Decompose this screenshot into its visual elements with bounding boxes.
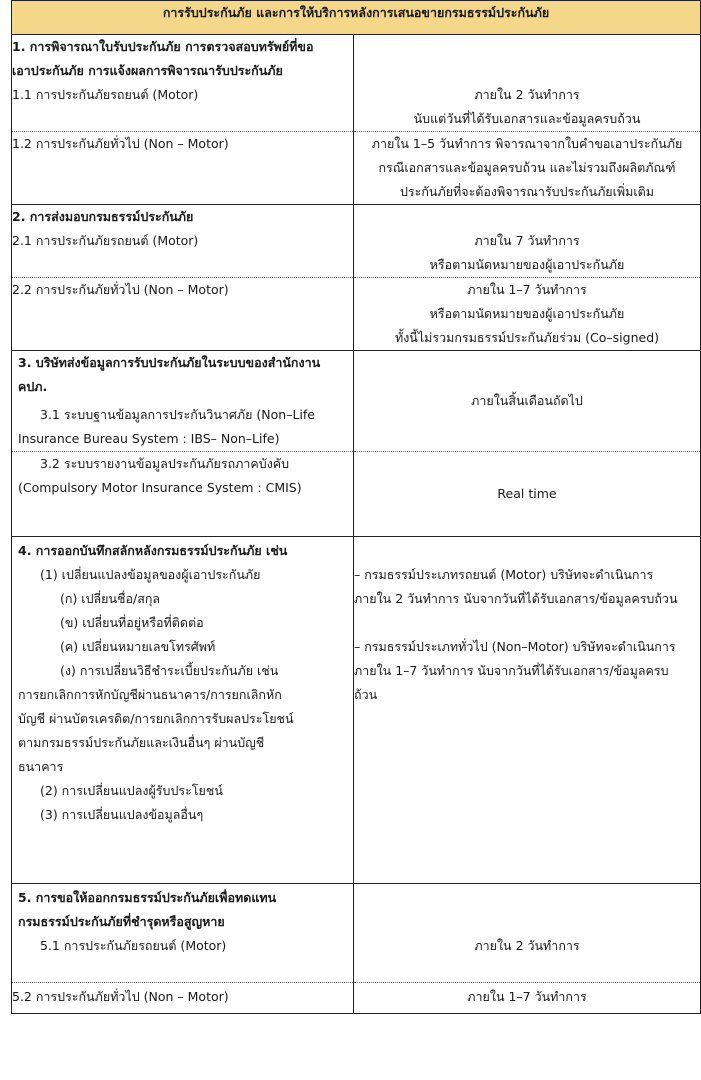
section-2-1-time-line-1: ภายใน 7 วันทำการ xyxy=(474,233,580,248)
section-2-2-time-line-3: ทั้งนี้ไม่รวมกรมธรรม์ประกันภัยร่วม (Co–signed) xyxy=(394,330,660,345)
section-2-heading: 2. การส่งมอบกรมธรรม์ประกันภัย xyxy=(12,205,354,230)
section-1-1-time-line-2: นับแต่วันที่ได้รับเอกสารและข้อมูลครบถ้วน xyxy=(413,111,641,126)
section-1-1-row xyxy=(12,83,701,132)
section-4-left xyxy=(12,537,354,884)
section-2-heading-row xyxy=(12,205,701,230)
section-4-motor-line-1: – กรมธรรม์ประเภทรถยนต์ (Motor) บริษัทจะดำเนินการ xyxy=(354,567,654,582)
section-2-2-time-line-1: ภายใน 1–7 วันทำการ xyxy=(467,282,587,297)
section-1-heading-time xyxy=(354,35,701,84)
section-4-nonmotor-line-3: ถ้วน xyxy=(354,687,378,702)
section-3-2-row xyxy=(12,452,701,537)
section-2-1-time-line-2: หรือตามนัดหมายของผู้เอาประกันภัย xyxy=(429,257,625,272)
section-2-1-time xyxy=(354,229,701,278)
section-1-2-time xyxy=(354,132,701,205)
section-4-time xyxy=(354,537,701,884)
section-4-sub-b: (ข) เปลี่ยนที่อยู่หรือที่ติดต่อ xyxy=(60,615,204,630)
section-5-heading-line-1: 5. การขอให้ออกกรมธรรม์ประกันภัยเพื่อทดแทน xyxy=(18,890,277,905)
section-1-2-label: 1.2 การประกันภัยทั่วไป (Non – Motor) xyxy=(12,132,354,205)
section-4-item-3: (3) การเปลี่ยนแปลงข้อมูลอื่นๆ xyxy=(40,807,204,822)
section-1-1-time-line-1: ภายใน 2 วันทำการ xyxy=(474,87,580,102)
section-1-1-time xyxy=(354,83,701,132)
section-5-time xyxy=(354,884,701,983)
section-4-sub-d-line-2: การยกเลิกการหักบัญชีผ่านธนาคาร/การยกเลิกหัก xyxy=(18,687,282,702)
section-4-sub-a: (ก) เปลี่ยนชื่อ/สกุล xyxy=(60,591,161,606)
section-2-1-label: 2.1 การประกันภัยรถยนต์ (Motor) xyxy=(12,229,354,278)
section-3-2-label-line-1: 3.2 ระบบรายงานข้อมูลประกันภัยรถภาคบังคับ xyxy=(40,456,290,471)
section-1-heading xyxy=(12,35,354,84)
section-3-1-row xyxy=(12,351,701,452)
section-4-nonmotor-line-1: – กรมธรรม์ประเภททั่วไป (Non–Motor) บริษัทจะดำเนินการ xyxy=(354,639,676,654)
service-standards-table xyxy=(11,0,701,1014)
section-1-2-row xyxy=(12,132,701,205)
section-2-1-row xyxy=(12,229,701,278)
section-4-motor-line-2: ภายใน 2 วันทำการ นับจากวันที่ได้รับเอกสาร/ข้อมูลครบถ้วน xyxy=(354,591,678,606)
section-1-heading-line-2: เอาประกันภัย การแจ้งผลการพิจารณารับประกันภัย xyxy=(12,63,283,78)
section-4-nonmotor-line-2: ภายใน 1–7 วันทำการ นับจากวันที่ได้รับเอกสาร/ข้อมูลครบ xyxy=(354,663,669,678)
section-3-1-label-line-1: 3.1 ระบบฐานข้อมูลการประกันวินาศภัย (Non–Life xyxy=(40,407,315,422)
section-2-2-row xyxy=(12,278,701,351)
section-3-heading-line-1: 3. บริษัทส่งข้อมูลการรับประกันภัยในระบบของสำนักงาน xyxy=(18,355,321,370)
section-5-2-time: ภายใน 1–7 วันทำการ xyxy=(354,983,701,1014)
section-2-2-time xyxy=(354,278,701,351)
section-3-2-label xyxy=(12,452,354,537)
section-5-1-time: ภายใน 2 วันทำการ xyxy=(474,938,580,953)
section-2-2-label: 2.2 การประกันภัยทั่วไป (Non – Motor) xyxy=(12,278,354,351)
section-3-2-time: Real time xyxy=(354,452,701,537)
section-1-heading-row xyxy=(12,35,701,84)
section-3-left xyxy=(12,351,354,452)
section-4-sub-d: (ง) การเปลี่ยนวิธีชำระเบี้ยประกันภัย เช่น xyxy=(60,663,279,678)
section-2-heading-time xyxy=(354,205,701,230)
section-4-row xyxy=(12,537,701,884)
section-4-sub-d-line-4: ตามกรมธรรม์ประกันภัยและเงินอื่นๆ ผ่านบัญชี xyxy=(18,735,265,750)
section-1-2-time-line-1: ภายใน 1–5 วันทำการ พิจารณาจากใบคำขอเอาประกันภัย xyxy=(371,136,683,151)
section-1-heading-line-1: 1. การพิจารณาใบรับประกันภัย การตรวจสอบทรัพย์ที่ขอ xyxy=(12,39,314,54)
section-5-2-label: 5.2 การประกันภัยทั่วไป (Non – Motor) xyxy=(12,983,354,1014)
section-3-1-label-line-2: Insurance Bureau System : IBS– Non–Life) xyxy=(18,431,280,446)
table-title: การรับประกันภัย และการให้บริการหลังการเสนอขายกรมธรรม์ประกันภัย xyxy=(12,1,701,35)
section-2-2-time-line-2: หรือตามนัดหมายของผู้เอาประกันภัย xyxy=(429,306,625,321)
section-4-heading: 4. การออกบันทึกสลักหลังกรมธรรม์ประกันภัย เช่น xyxy=(18,543,288,558)
section-4-sub-d-line-5: ธนาคาร xyxy=(18,759,64,774)
section-5-1-label: 5.1 การประกันภัยรถยนต์ (Motor) xyxy=(40,938,227,953)
section-5-2-row xyxy=(12,983,701,1014)
section-4-sub-c: (ค) เปลี่ยนหมายเลขโทรศัพท์ xyxy=(60,639,216,654)
section-1-2-time-line-3: ประกันภัยที่จะต้องพิจารณารับประกันภัยเพิ่มเติม xyxy=(399,184,655,199)
section-1-1-label: 1.1 การประกันภัยรถยนต์ (Motor) xyxy=(12,83,354,132)
section-5-heading-line-2: กรมธรรม์ประกันภัยที่ชำรุดหรือสูญหาย xyxy=(18,914,225,929)
section-4-item-2: (2) การเปลี่ยนแปลงผู้รับประโยชน์ xyxy=(40,783,223,798)
section-4-item-1: (1) เปลี่ยนแปลงข้อมูลของผู้เอาประกันภัย xyxy=(40,567,261,582)
section-5-left xyxy=(12,884,354,983)
section-3-1-time: ภายในสิ้นเดือนถัดไป xyxy=(354,351,701,452)
section-3-2-label-line-2: (Compulsory Motor Insurance System : CMIS) xyxy=(18,480,302,495)
section-4-sub-d-line-3: บัญชี ผ่านบัตรเครดิต/การยกเลิกการรับผลประโยชน์ xyxy=(18,711,294,726)
section-1-2-time-line-2: กรณีเอกสารและข้อมูลครบถ้วน และไม่รวมถึงผลิตภัณฑ์ xyxy=(378,160,676,175)
section-5-row xyxy=(12,884,701,983)
section-3-heading-line-2: คปภ. xyxy=(18,379,48,394)
